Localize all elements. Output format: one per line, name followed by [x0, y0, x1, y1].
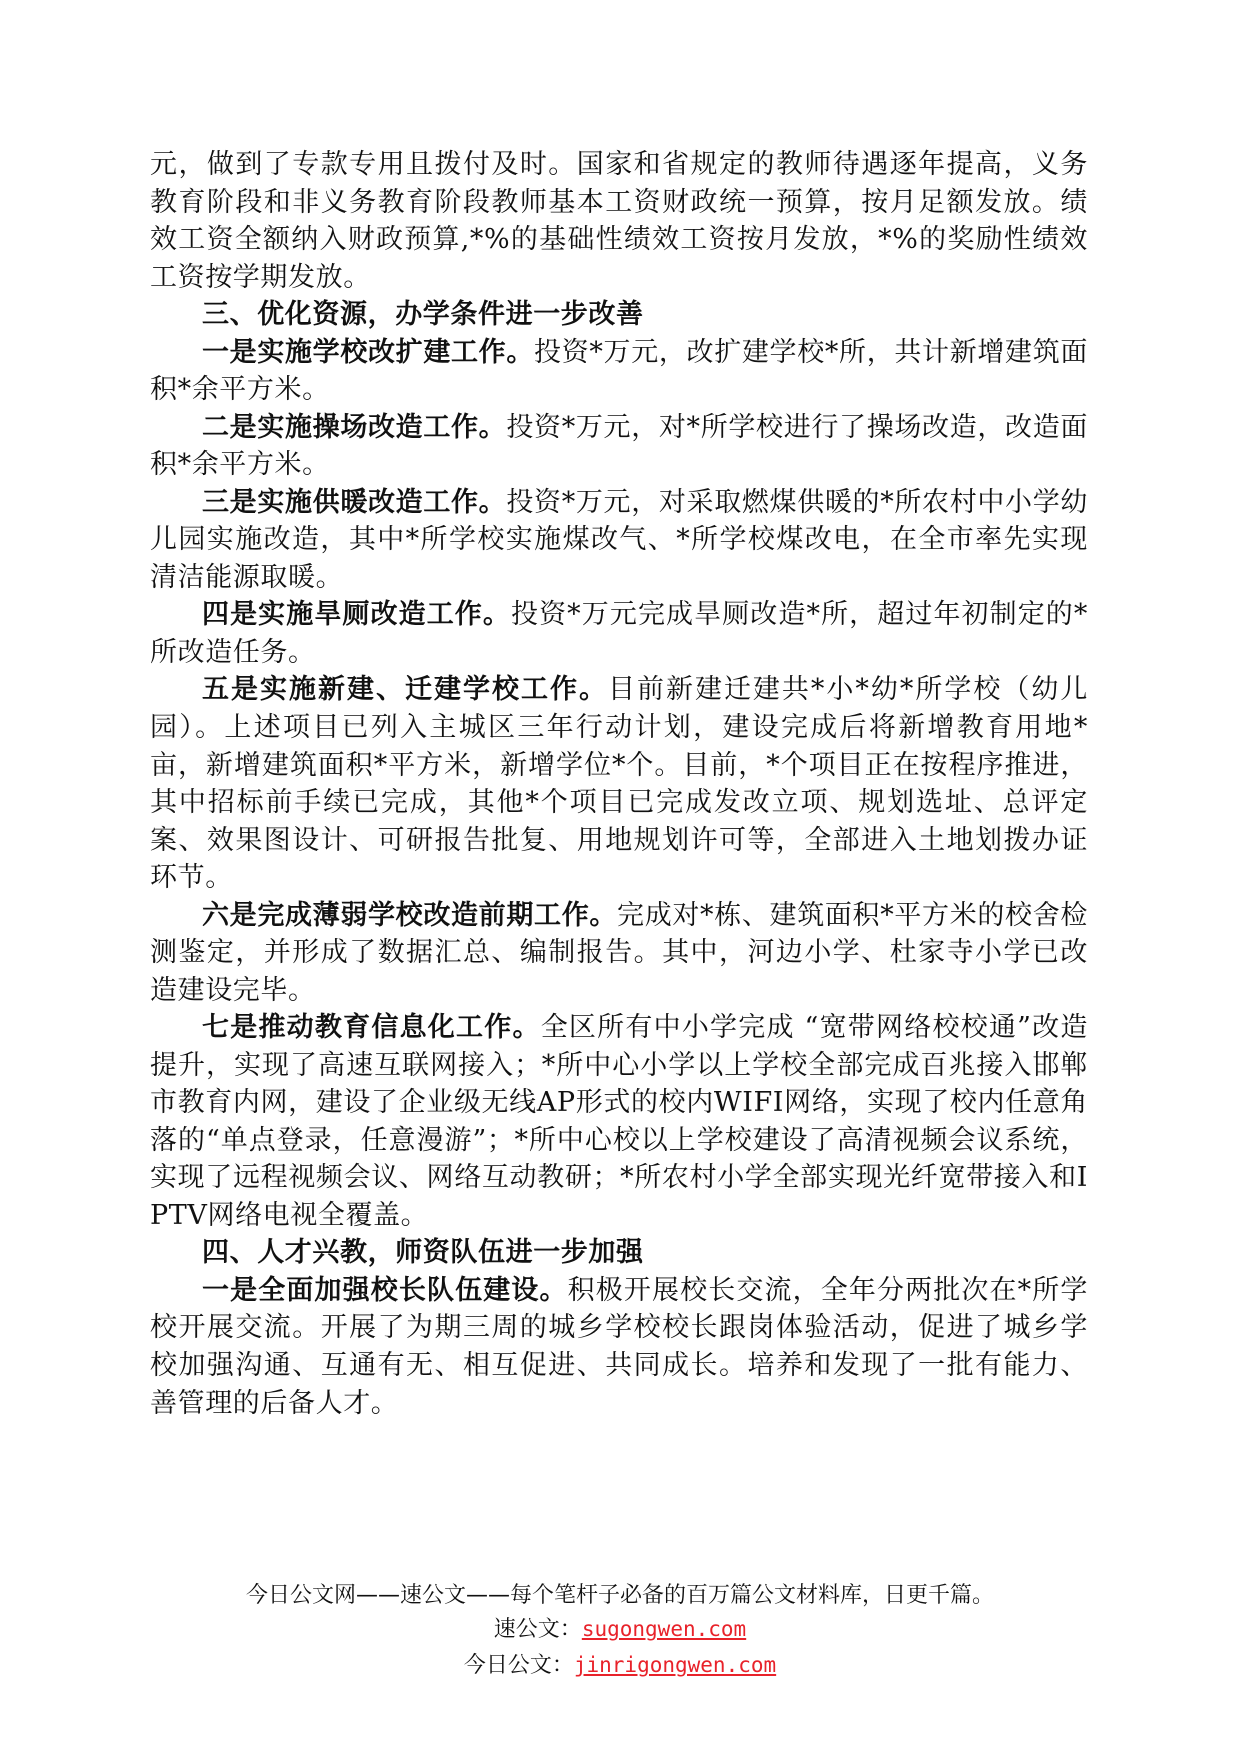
paragraph-item — [150, 409, 1088, 484]
paragraph-lead: 七是推动教育信息化工作。 — [202, 1012, 541, 1044]
paragraph-item — [150, 897, 1088, 1010]
paragraph-text: 完成对*栋、建筑面积*平方米的校舍检测鉴定，并形成了数据汇总、编制报告。其中，河边小学、杜家寺小学已改造建设完毕。 — [150, 899, 1088, 1006]
document-body — [150, 146, 1088, 1422]
paragraph-lead: 六是完成薄弱学校改造前期工作。 — [202, 899, 618, 931]
paragraph-text: 投资*万元完成旱厕改造*所，超过年初制定的*所改造任务。 — [150, 599, 1088, 668]
section-heading-3: 三、优化资源，办学条件进一步改善 — [202, 299, 644, 331]
footer-jinrigongwen-label: 今日公文： — [463, 1653, 574, 1678]
paragraph-item — [150, 334, 1088, 409]
footer-sugongwen-line — [0, 1612, 1240, 1643]
paragraph-text: 投资*万元，对*所学校进行了操场改造，改造面积*余平方米。 — [150, 411, 1088, 481]
paragraph-item — [150, 1272, 1088, 1422]
paragraph-lead: 五是实施新建、迁建学校工作。 — [202, 674, 608, 706]
footer-jinrigongwen-line — [0, 1648, 1240, 1679]
section-heading-4: 四、人才兴教，师资队伍进一步加强 — [202, 1237, 644, 1269]
paragraph-lead: 一是全面加强校长队伍建设。 — [202, 1274, 568, 1306]
sugongwen-link[interactable]: sugongwen.com — [581, 1617, 747, 1641]
jinrigongwen-link[interactable]: jinrigongwen.com — [573, 1653, 777, 1677]
paragraph-lead: 一是实施学校改扩建工作。 — [202, 336, 535, 368]
paragraph-text: 全区所有中小学完成 “宽带网络校校通”改造提升，实现了高速互联网接入；*所中心小学以上学校全部完成百兆接入邯郸市教育内网，建设了企业级无线AP形式的校内WIFI网络，实现了校内任意角落的“单点登录，任意漫游”；*所中心校以上学校建设了高清视频会议系统，实现了远程视频会议、网络互动教研；*所农村小学全部实现光纤宽带接入和IPTV网络电视全覆盖。 — [150, 1012, 1088, 1231]
footer-sugongwen-label: 速公文： — [493, 1617, 582, 1642]
paragraph-text: 投资*万元，改扩建学校*所，共计新增建筑面积*余平方米。 — [150, 336, 1088, 406]
paragraph-text: 目前新建迁建共*小*幼*所学校（幼儿园）。上述项目已列入主城区三年行动计划，建设完成后将新增教育用地*亩，新增建筑面积*平方米，新增学位*个。目前，*个项目正在按程序推进，其中招标前手续已完成，其他*个项目已完成发改立项、规划选址、总评定案、效果图设计、可研报告批复、用地规划许可等，全部进入土地划拨办证环节。 — [150, 674, 1088, 894]
paragraph-item — [150, 1009, 1088, 1234]
paragraph-item — [150, 671, 1088, 896]
paragraph-lead: 四是实施旱厕改造工作。 — [202, 599, 511, 631]
paragraph-text: 积极开展校长交流，全年分两批次在*所学校开展交流。开展了为期三周的城乡学校校长跟岗体验活动，促进了城乡学校加强沟通、互通有无、相互促进、共同成长。培养和发现了一批有能力、善管理的后备人才。 — [150, 1274, 1088, 1419]
paragraph-lead: 三是实施供暖改造工作。 — [202, 486, 507, 518]
footer-slogan: 今日公文网——速公文——每个笔杆子必备的百万篇公文材料库，日更千篇。 — [245, 1583, 994, 1608]
paragraph-continuation: 元，做到了专款专用且拨付及时。国家和省规定的教师待遇逐年提高，义务教育阶段和非义务教育阶段教师基本工资财政统一预算，按月足额发放。绩效工资全额纳入财政预算,*%的基础性绩效工资按月发放，*%的奖励性绩效工资按学期发放。 — [150, 149, 1088, 293]
paragraph-text: 投资*万元，对采取燃煤供暖的*所农村中小学幼儿园实施改造，其中*所学校实施煤改气、*所学校煤改电，在全市率先实现清洁能源取暖。 — [150, 486, 1088, 593]
paragraph-item — [150, 596, 1088, 671]
paragraph-lead: 二是实施操场改造工作。 — [202, 411, 507, 443]
paragraph-item — [150, 484, 1088, 597]
